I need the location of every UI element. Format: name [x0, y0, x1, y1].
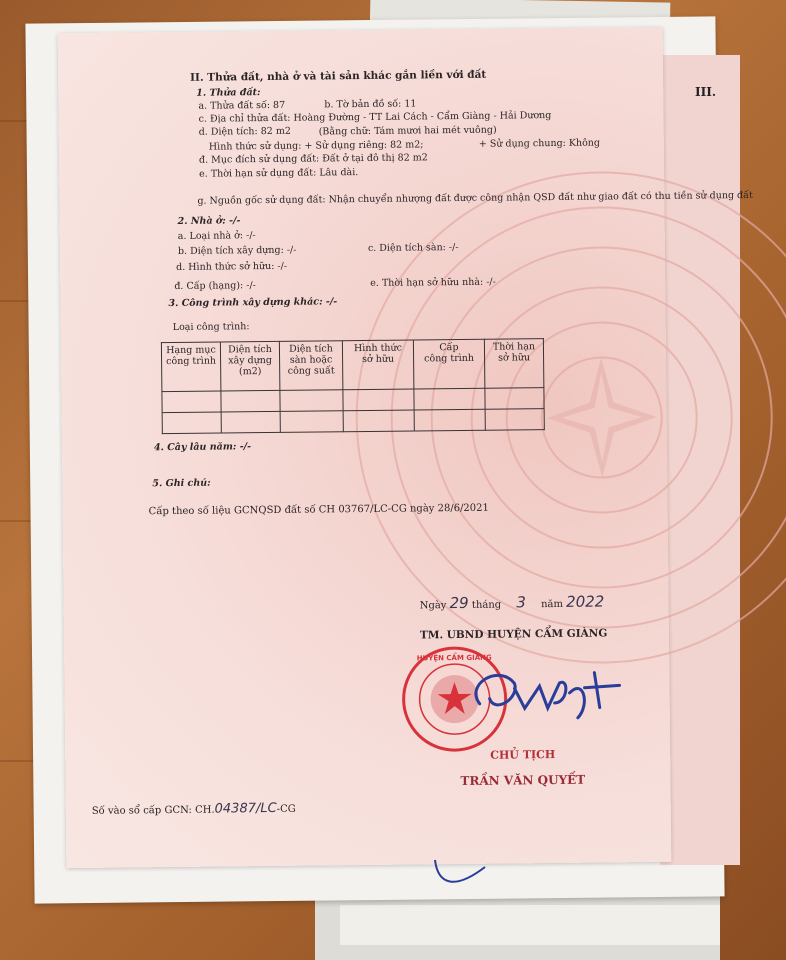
issue-date: Ngày 29 tháng 3 năm 2022: [419, 592, 605, 613]
notes-heading: 5. Ghi chú:: [152, 477, 211, 490]
land-term: e. Thời hạn sử dụng đất: Lâu dài.: [199, 167, 359, 180]
paper-underneath: [340, 905, 720, 945]
pen-mark: [430, 855, 490, 895]
house-type: a. Loại nhà ở: -/-: [177, 230, 256, 242]
parcel-address: c. Địa chỉ thửa đất: Hoàng Đường - TT Lai Cách - Cẩm Giàng - Hải Dương: [198, 110, 552, 125]
house-grade: đ. Cấp (hạng): -/-: [174, 280, 256, 292]
land-area: d. Diện tích: 82 m2: [198, 125, 291, 138]
land-heading: 1. Thửa đất:: [196, 87, 261, 99]
column-header: Cấp công trình: [413, 339, 485, 389]
house-ownership-term: e. Thời hạn sở hữu nhà: -/-: [370, 276, 496, 289]
perennial-trees: 4. Cây lâu năm: -/-: [153, 441, 252, 454]
house-heading: 2. Nhà ở: -/-: [177, 215, 241, 227]
signatory-title: CHỦ TỊCH: [490, 748, 556, 762]
other-works-table: [161, 338, 545, 434]
signature: [459, 657, 640, 739]
house-built-area: b. Diện tích xây dựng: -/-: [177, 244, 297, 257]
usage-shared: + Sử dụng chung: Không: [478, 137, 601, 150]
signatory-organization: TM. UBND HUYỆN CẨM GIÀNG: [419, 627, 608, 642]
column-header: Diện tích xây dựng (m2): [220, 341, 280, 391]
usage-form: Hình thức sử dụng: + Sử dụng riêng: 82 m2;: [208, 139, 424, 153]
column-header: Hình thức sở hữu: [342, 340, 414, 390]
svg-text:HUYỆN CẨM GIÀNG: HUYỆN CẨM GIÀNG: [416, 653, 492, 663]
map-sheet-number: b. Tờ bản đồ số: 11: [324, 98, 417, 111]
right-page-numeral: III.: [695, 85, 717, 99]
land-origin: g. Nguồn gốc sử dụng đất: Nhận chuyển nhượng đất được công nhận QSD đất như giao đất có thu tiền sử dụng đất: [197, 189, 753, 207]
land-purpose: đ. Mục đích sử dụng đất: Đất ở tại đô thị 82 m2: [198, 152, 428, 166]
house-ownership-form: d. Hình thức sở hữu: -/-: [176, 260, 288, 273]
notes-text: Cấp theo số liệu GCNQSD đất số CH 03767/LC-CG ngày 28/6/2021: [148, 502, 489, 518]
registry-number: Số vào sổ cấp GCN: CH.04387/LC-CG: [91, 800, 296, 817]
column-header: Hạng mục công trình: [161, 342, 221, 392]
other-works-heading: 3. Công trình xây dựng khác: -/-: [168, 296, 338, 310]
table-row: [162, 409, 544, 434]
section-title: II. Thửa đất, nhà ở và tài sản khác gắn liền với đất: [190, 68, 487, 84]
signatory-name: TRẦN VĂN QUYẾT: [460, 772, 586, 789]
land-area-in-words: (Bằng chữ: Tám mươi hai mét vuông): [318, 124, 497, 138]
column-header: Thời hạn sở hữu: [484, 339, 544, 389]
works-type-label: Loại công trình:: [172, 321, 250, 334]
parcel-number: a. Thửa đất số: 87: [198, 99, 286, 112]
table-header-row: [161, 339, 543, 392]
house-floor-area: c. Diện tích sàn: -/-: [367, 242, 459, 254]
column-header: Diện tích sàn hoặc công suất: [279, 341, 343, 391]
